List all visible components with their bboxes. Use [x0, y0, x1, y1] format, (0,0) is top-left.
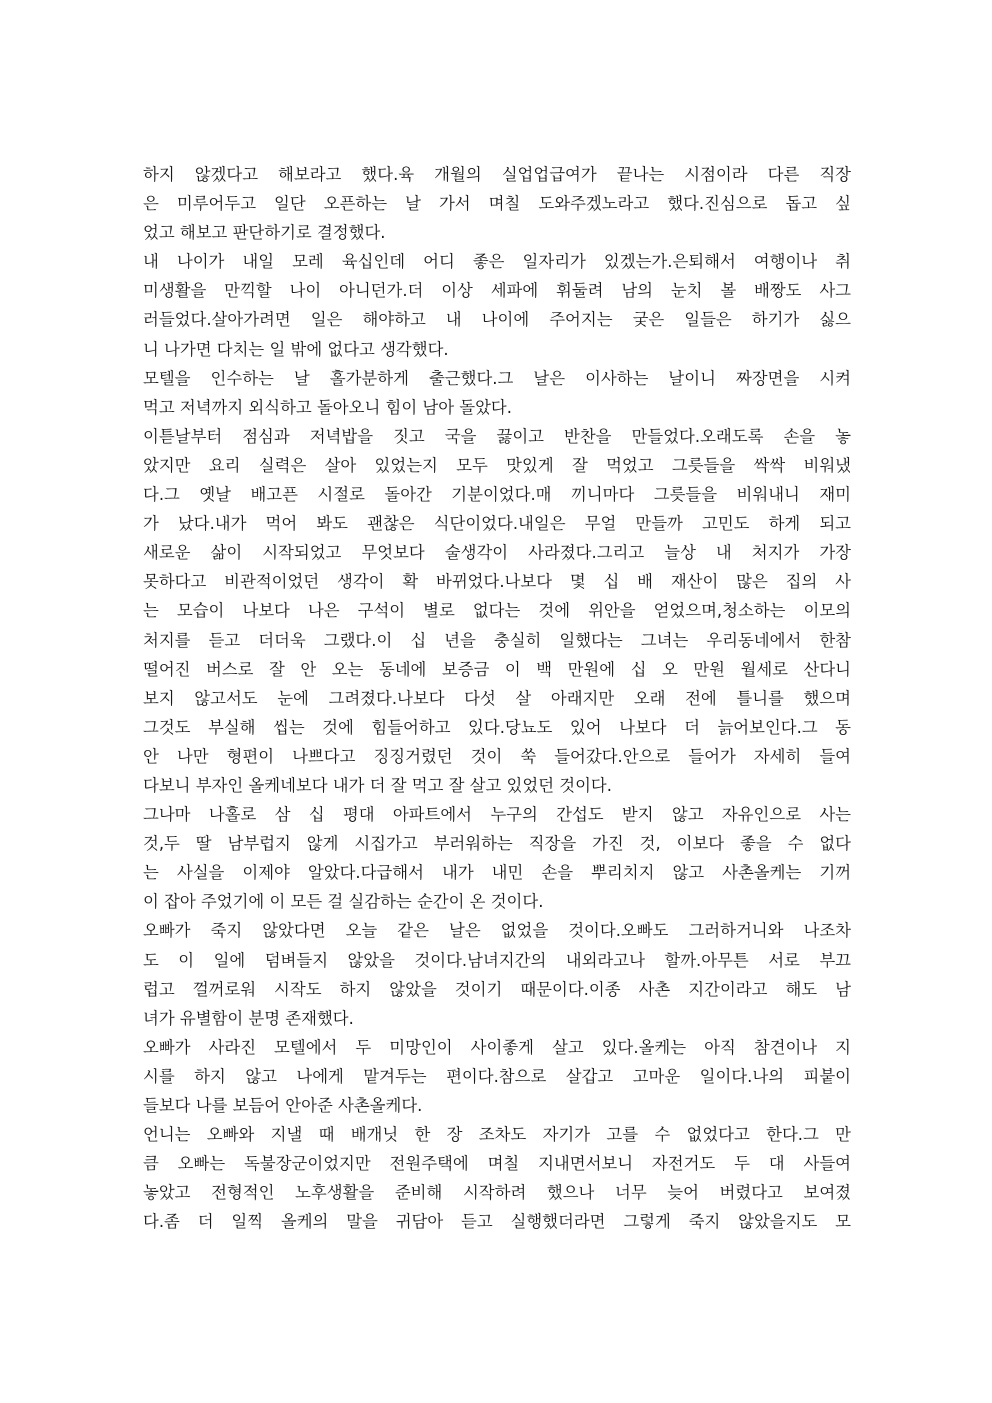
- text-line: 이 잡아 주었기에 이 모든 걸 실감하는 순간이 온 것이다.: [143, 892, 544, 912]
- text-line: 오빠가 사라진 모텔에서 두 미망인이 사이좋게 살고 있다.올케는 아직 참견이나 지: [143, 1037, 851, 1057]
- text-line: 다.좀 더 일찍 올케의 말을 귀담아 듣고 실행했더라면 그렇게 죽지 않았을지도 모: [143, 1212, 851, 1232]
- text-line: 하지 않겠다고 해보라고 했다.육 개월의 실업업급여가 끝나는 시점이라 다른 직장: [143, 165, 851, 184]
- text-line: 못하다고 비관적이었던 생각이 확 바뀌었다.나보다 몇 십 배 재산이 많은 집의 사: [143, 572, 851, 592]
- text-line: 그나마 나홀로 삼 십 평대 아파트에서 누구의 간섭도 받지 않고 자유인으로 사는: [143, 805, 851, 825]
- text-line: 언니는 오빠와 지낼 때 배개닛 한 장 조차도 자기가 고를 수 없었다고 한다.그 만: [143, 1125, 851, 1145]
- document-body-text: [143, 160, 851, 1236]
- text-line: 니 나가면 다치는 일 밖에 없다고 생각했다.: [143, 339, 449, 359]
- text-line: 도 이 일에 덤벼들지 않았을 것이다.남녀지간의 내외라고나 할까.아무튼 서로 부끄: [143, 950, 851, 970]
- text-line: 떨어진 버스로 잘 안 오는 동네에 보증금 이 백 만원에 십 오 만원 월세로 산다니: [143, 659, 851, 679]
- text-line: 오빠가 죽지 않았다면 오늘 같은 날은 없었을 것이다.오빠도 그러하거니와 나조차: [143, 921, 851, 941]
- text-line: 보지 않고서도 눈에 그려졌다.나보다 다섯 살 아래지만 오래 전에 틀니를 했으며: [143, 688, 851, 708]
- text-line: 았지만 요리 실력은 살아 있었는지 모두 맛있게 잘 먹었고 그릇들을 싹싹 비워냈: [143, 455, 851, 475]
- text-line: 는 모습이 나보다 나은 구석이 별로 없다는 것에 위안을 얻었으며,청소하는 이모의: [143, 601, 851, 621]
- text-line: 녀가 유별함이 분명 존재했다.: [143, 1008, 354, 1028]
- text-line: 그것도 부실해 씹는 것에 힘들어하고 있다.당뇨도 있어 나보다 더 늙어보인다.그 동: [143, 717, 851, 737]
- text-line: 안 나만 형편이 나쁘다고 징징거렸던 것이 쑥 들어갔다.안으로 들어가 자세히 들여: [143, 746, 851, 766]
- text-line: 는 사실을 이제야 알았다.다급해서 내가 내민 손을 뿌리치지 않고 사촌올케는 기꺼: [143, 863, 851, 883]
- text-line: 이튿날부터 점심과 저녁밥을 짓고 국을 끓이고 반찬을 만들었다.오래도록 손을 놓: [143, 426, 851, 446]
- text-line: 럽고 껄꺼로워 시작도 하지 않았을 것이기 때문이다.이종 사촌 지간이라고 해도 남: [143, 979, 851, 999]
- text-line: 들보다 나를 보듬어 안아준 사촌올케다.: [143, 1096, 423, 1115]
- text-line: 것,두 딸 남부럽지 않게 시집가고 부러워하는 직장을 가진 것, 이보다 좋을 수 없다: [143, 834, 851, 854]
- text-line: 먹고 저녁까지 외식하고 돌아오니 힘이 남아 돌았다.: [143, 397, 512, 417]
- text-line: 시를 하지 않고 나에게 맡겨두는 편이다.참으로 살갑고 고마운 일이다.나의 피붙이: [143, 1066, 851, 1086]
- text-line: 다보니 부자인 올케네보다 내가 더 잘 먹고 잘 살고 있었던 것이다.: [143, 775, 612, 795]
- text-line: 가 났다.내가 먹어 봐도 괜찮은 식단이었다.내일은 무얼 만들까 고민도 하게 되고: [143, 514, 851, 534]
- text-line: 놓았고 전형적인 노후생활을 준비해 시작하려 했으나 너무 늦어 버렸다고 보여졌: [143, 1183, 851, 1203]
- text-line: 큼 오빠는 독불장군이었지만 전원주택에 며칠 지내면서보니 자전거도 두 대 사들여: [143, 1154, 851, 1174]
- text-line: 모텔을 인수하는 날 홀가분하게 출근했다.그 날은 이사하는 날이니 짜장면을 시켜: [143, 368, 851, 388]
- text-line: 내 나이가 내일 모레 육십인데 어디 좋은 일자리가 있겠는가.은퇴해서 여행이나 취: [143, 252, 851, 272]
- text-line: 러들었다.살아가려면 일은 해야하고 내 나이에 주어지는 궂은 일들은 하기가 싫으: [143, 310, 851, 330]
- text-line: 미생활을 만끽할 나이 아니던가.더 이상 세파에 휘둘려 남의 눈치 볼 배짱도 사그: [143, 281, 851, 301]
- text-line: 었고 해보고 판단하기로 결정했다.: [143, 223, 386, 243]
- text-line: 새로운 삶이 시작되었고 무엇보다 술생각이 사라졌다.그리고 늘상 내 처지가 가장: [143, 543, 851, 563]
- text-line: 은 미루어두고 일단 오픈하는 날 가서 며칠 도와주겠노라고 했다.진심으로 돕고 싶: [143, 194, 851, 214]
- text-line: 처지를 듣고 더더욱 그랬다.이 십 년을 충실히 일했다는 그녀는 우리동네에서 한참: [143, 630, 851, 650]
- text-line: 다.그 옛날 배고픈 시절로 돌아간 기분이었다.매 끼니마다 그릇들을 비워내니 재미: [143, 485, 851, 505]
